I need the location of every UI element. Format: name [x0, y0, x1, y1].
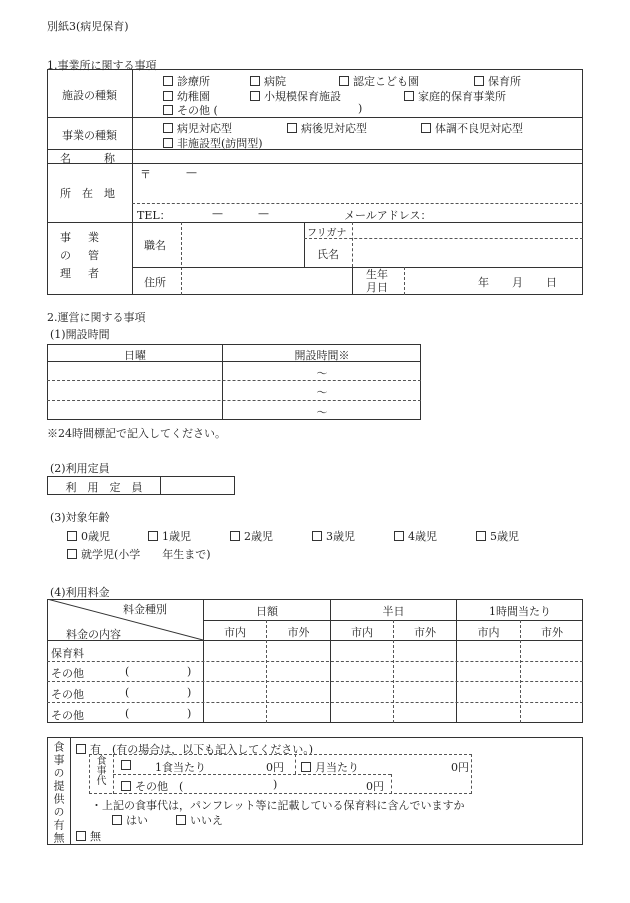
business-type-label: 事業の種類 — [62, 129, 117, 142]
fee-daily-in: 市内 — [224, 626, 246, 639]
checkbox-age-4[interactable]: 4歳児 — [394, 528, 437, 544]
checkbox-certified-kodomoen[interactable]: 認定こども園 — [339, 73, 419, 89]
per-meal-yen: 0円 — [266, 761, 284, 774]
section1-heading: 1.事業所に関する事項 — [47, 59, 157, 72]
per-meal-label: 1食当たり — [155, 761, 206, 774]
checkbox-per-month[interactable]: 月当たり — [301, 759, 359, 775]
checkbox-unwell-child[interactable]: 体調不良児対応型 — [421, 120, 523, 136]
paren-close: ) — [187, 686, 192, 699]
paren-open: ( — [125, 707, 130, 720]
checkbox-sick-child[interactable]: 病児対応型 — [163, 120, 232, 136]
fee-row-childcare: 保育料 — [51, 647, 84, 660]
section2-heading: 2.運営に関する事項 — [47, 311, 146, 324]
checkbox-included-yes[interactable]: はい — [112, 812, 148, 828]
facility-other-close: ) — [358, 102, 363, 115]
paren-open: ( — [125, 665, 130, 678]
address-label: 所 在 地 — [60, 187, 115, 200]
postal-dash: — — [186, 166, 197, 179]
tel-label: TEL： — [137, 209, 171, 222]
checkbox-included-no[interactable]: いいえ — [176, 812, 223, 828]
paren-open: ( — [125, 686, 130, 699]
hours-tilde-3: ～ — [316, 406, 328, 419]
ages-heading: (3)対象年齢 — [50, 511, 110, 524]
fee-row-other-1: その他 — [51, 667, 84, 680]
document-title: 別紙3(病児保育) — [47, 20, 129, 33]
manager-name-field[interactable] — [354, 240, 582, 266]
checkbox-clinic[interactable]: 診療所 — [163, 73, 210, 89]
checkbox-home-nursery[interactable]: 家庭的保育事業所 — [404, 88, 506, 104]
facility-type-label: 施設の種類 — [62, 89, 117, 102]
hours-tilde-1: ～ — [316, 367, 328, 380]
hours-tilde-2: ～ — [316, 386, 328, 399]
meal-other-close: ) — [273, 778, 278, 791]
fee-half-out: 市外 — [414, 626, 436, 639]
fee-hour-out: 市外 — [541, 626, 563, 639]
checkbox-kindergarten[interactable]: 幼稚園 — [163, 88, 210, 104]
manager-label: 事 業 の 管 理 者 — [60, 231, 116, 280]
tel-dash-1: — — [212, 207, 223, 220]
checkbox-age-2[interactable]: 2歳児 — [230, 528, 273, 544]
hours-heading: (1)開設時間 — [50, 328, 110, 341]
checkbox-post-illness[interactable]: 病後児対応型 — [287, 120, 367, 136]
email-label: メールアドレス： — [344, 209, 432, 222]
fee-row-other-3: その他 — [51, 709, 84, 722]
checkbox-hospital[interactable]: 病院 — [250, 73, 286, 89]
manager-name-label: 氏名 — [317, 248, 339, 261]
fee-col-halfday: 半日 — [382, 605, 405, 618]
month-label: 月 — [512, 276, 523, 289]
capacity-label: 利 用 定 員 — [65, 481, 143, 494]
checkbox-age-0[interactable]: 0歳児 — [67, 528, 110, 544]
checkbox-school-age[interactable]: 就学児(小学 年生まで) — [67, 546, 211, 562]
meal-provision-label: 食事の提供の有無 — [52, 741, 65, 845]
checkbox-per-meal[interactable] — [121, 759, 135, 772]
checkbox-age-1[interactable]: 1歳児 — [148, 528, 191, 544]
fee-col-hourly: 1時間当たり — [489, 605, 551, 618]
checkbox-nursery[interactable]: 保育所 — [474, 73, 521, 89]
year-label: 年 — [478, 276, 489, 289]
checkbox-meal-yes[interactable]: 有 (有の場合は，以下も記入してください。) — [76, 741, 313, 757]
checkbox-age-3[interactable]: 3歳児 — [312, 528, 355, 544]
position-label: 職名 — [144, 239, 166, 252]
position-field[interactable] — [183, 224, 303, 266]
checkbox-age-5[interactable]: 5歳児 — [476, 528, 519, 544]
checkbox-visiting-type[interactable]: 非施設型(訪問型) — [163, 135, 263, 151]
capacity-field[interactable] — [162, 478, 234, 494]
manager-address-label: 住所 — [144, 276, 166, 289]
checkbox-meal-no[interactable]: 無 — [76, 828, 101, 844]
address-field[interactable] — [134, 165, 582, 202]
hours-col-day: 日曜 — [124, 349, 146, 362]
hours-col-time: 開設時間※ — [294, 349, 350, 362]
checkbox-small-nursery[interactable]: 小規模保育施設 — [250, 88, 341, 104]
hours-note: ※24時間標記で記入してください。 — [47, 427, 226, 440]
furigana-label: フリガナ — [307, 228, 347, 239]
paren-close: ) — [187, 707, 192, 720]
fee-daily-out: 市外 — [287, 626, 310, 639]
capacity-heading: (2)利用定員 — [50, 462, 110, 475]
paren-close: ) — [187, 665, 192, 678]
meal-other-yen: 0円 — [366, 780, 384, 793]
name-label: 名 称 — [60, 152, 115, 165]
checkbox-facility-other[interactable]: その他 ( — [163, 102, 218, 118]
tel-dash-2: — — [258, 207, 269, 220]
manager-address-field[interactable] — [183, 269, 351, 294]
fee-content-label: 料金の内容 — [66, 628, 121, 641]
per-month-yen: 0円 — [451, 761, 469, 774]
fee-row-other-2: その他 — [51, 688, 84, 701]
meal-cost-label: 食事代 — [94, 755, 105, 785]
fee-type-label: 料金種別 — [123, 603, 167, 616]
fee-hour-in: 市内 — [477, 626, 500, 639]
postal-mark: 〒 — [140, 168, 151, 181]
meal-included-question: ・上記の食事代は，パンフレット等に記載している保育料に含んでいますか — [91, 799, 465, 812]
fee-col-daily: 日額 — [256, 605, 278, 618]
day-label: 日 — [546, 276, 557, 289]
fee-half-in: 市内 — [351, 626, 373, 639]
birthdate-label: 生年月日 — [366, 268, 388, 294]
fees-heading: (4)利用料金 — [50, 586, 110, 599]
checkbox-meal-other[interactable]: その他 ( — [121, 778, 183, 794]
name-field[interactable] — [134, 149, 582, 163]
